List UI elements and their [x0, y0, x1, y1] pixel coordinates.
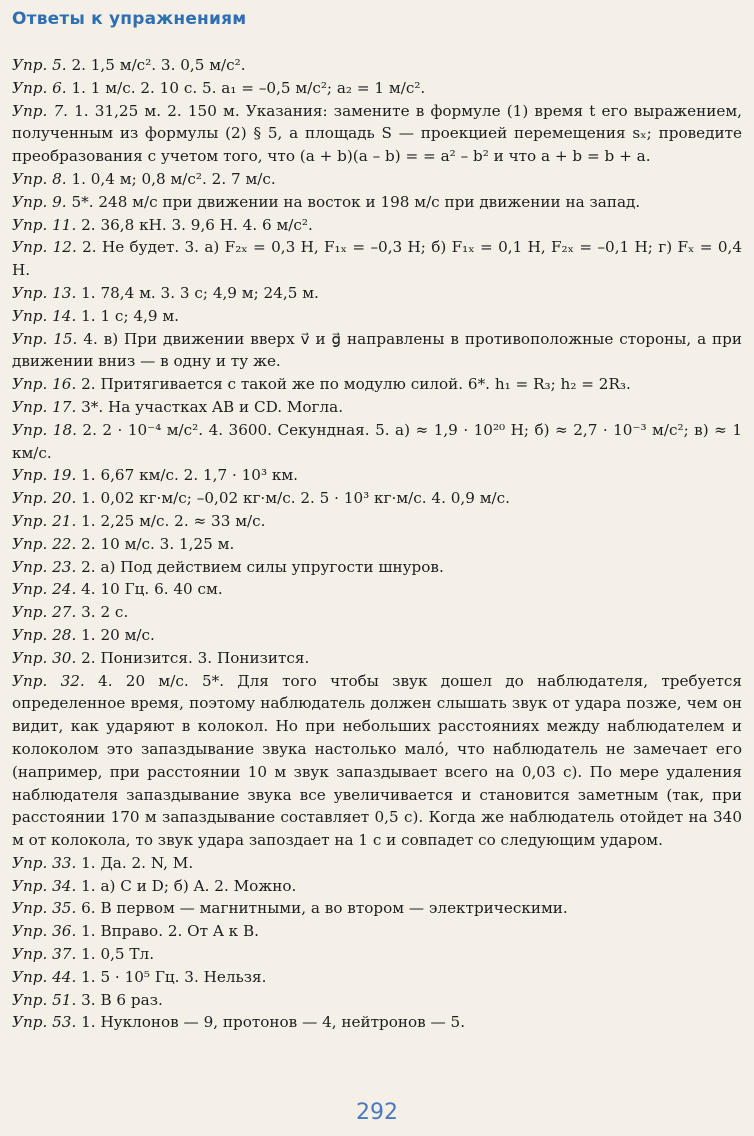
- exercise-ref: Упр. 13.: [12, 283, 77, 302]
- answer-entry: [12, 624, 742, 647]
- answer-text: 4. в) При движении вверх v⃗ и g⃗ направлены в противоположные стороны, а при движении вниз — в одну и ту же.: [12, 329, 742, 371]
- answer-entry: [12, 487, 742, 510]
- answer-text: 5*. 248 м/с при движении на восток и 198 м/с при движении на запад.: [66, 192, 641, 211]
- answer-entry: [12, 647, 742, 670]
- answer-text: 2. 1,5 м/с². 3. 0,5 м/с².: [66, 56, 246, 74]
- answer-text: 1. 0,02 кг·м/с; –0,02 кг·м/с. 2. 5 · 10³ кг·м/с. 4. 0,9 м/с.: [76, 489, 510, 508]
- answer-entry: [12, 100, 742, 168]
- exercise-ref: Упр. 33.: [12, 853, 77, 872]
- answer-entry: [12, 168, 742, 191]
- answer-text: 3*. На участках AB и CD. Могла.: [76, 397, 344, 416]
- answer-entry: [12, 875, 742, 898]
- answer-text: 3. В 6 раз.: [76, 990, 163, 1009]
- answer-entry: [12, 670, 742, 852]
- answer-text: 1. 20 м/с.: [76, 625, 155, 644]
- answer-entry: [12, 556, 742, 579]
- answer-text: 1. 1 с; 4,9 м.: [76, 306, 180, 325]
- answer-entry: [12, 396, 742, 419]
- exercise-ref: Упр. 11.: [12, 215, 77, 234]
- exercise-ref: Упр. 12.: [12, 238, 77, 257]
- exercise-ref: Упр. 20.: [12, 489, 77, 508]
- answer-text: 2. 2 · 10⁻⁴ м/с². 4. 3600. Секундная. 5. а) ≈ 1,9 · 10²⁰ Н; б) ≈ 2,7 · 10⁻³ м/с²; в) ≈ 1 км/с.: [12, 420, 742, 462]
- answer-entry: [12, 533, 742, 556]
- answer-text: 1. 5 · 10⁵ Гц. 3. Нельзя.: [76, 967, 267, 986]
- answer-entry: [12, 54, 742, 77]
- answer-entry: [12, 578, 742, 601]
- answer-text: 2. Понизится. 3. Понизится.: [76, 648, 310, 667]
- answer-entry: [12, 464, 742, 487]
- answer-text: 6. В первом — магнитными, а во втором — электрическими.: [76, 899, 568, 918]
- exercise-ref: Упр. 28.: [12, 625, 77, 644]
- answer-text: 1. Вправо. 2. От A к B.: [76, 922, 259, 941]
- answer-text: 1. 1 м/с. 2. 10 с. 5. a₁ = –0,5 м/с²; a₂ = 1 м/с².: [66, 78, 426, 97]
- answer-entry: [12, 920, 742, 943]
- exercise-ref: Упр. 32.: [12, 671, 85, 690]
- exercise-ref: Упр. 21.: [12, 511, 77, 530]
- answer-text: 1. Нуклонов — 9, протонов — 4, нейтронов — 5.: [76, 1013, 466, 1032]
- exercise-ref: Упр. 53.: [12, 1013, 77, 1032]
- answer-text: 2. 10 м/с. 3. 1,25 м.: [76, 534, 235, 553]
- exercise-ref: Упр. 44.: [12, 967, 77, 986]
- exercise-ref: Упр. 19.: [12, 466, 77, 485]
- answer-entry: [12, 77, 742, 100]
- exercise-ref: Упр. 23.: [12, 557, 77, 576]
- answer-entry: [12, 282, 742, 305]
- page-number: 292: [356, 1100, 398, 1125]
- answer-text: 1. 6,67 км/с. 2. 1,7 · 10³ км.: [76, 466, 298, 485]
- exercise-ref: Упр. 18.: [12, 420, 77, 439]
- exercise-ref: Упр. 27.: [12, 603, 77, 622]
- answer-entry: [12, 328, 742, 374]
- exercise-ref: Упр. 51.: [12, 990, 77, 1009]
- exercise-ref: Упр. 5.: [12, 56, 67, 74]
- exercise-ref: Упр. 24.: [12, 580, 77, 599]
- answer-text: 2. а) Под действием силы упругости шнуров.: [76, 557, 444, 576]
- answer-text: 4. 10 Гц. 6. 40 см.: [76, 580, 223, 599]
- answer-entry: [12, 989, 742, 1012]
- exercise-ref: Упр. 36.: [12, 922, 77, 941]
- answer-entry: [12, 1011, 742, 1034]
- answer-text: 3. 2 с.: [76, 603, 129, 622]
- answers-list: [12, 54, 742, 1034]
- answer-text: 1. 0,4 м; 0,8 м/с². 2. 7 м/с.: [66, 169, 276, 188]
- answer-entry: [12, 601, 742, 624]
- answer-text: 2. 36,8 кН. 3. 9,6 Н. 4. 6 м/с².: [76, 215, 313, 234]
- answer-text: 2. Притягивается с такой же по модулю силой. 6*. h₁ = R₃; h₂ = 2R₃.: [76, 375, 631, 394]
- answer-text: 4. 20 м/с. 5*. Для того чтобы звук дошел до наблюдателя, требуется определенное время, поэтому наблюдатель должен слышать звук от удара позже, чем он видит, как ударяют в колокол. Но при небольших расстояниях между наблюдателем и колоколом это запаздывание звука настолько мало́, что наблюдатель не замечает его (например, при расстоянии 10 м звук запаздывает всего на 0,03 с). По мере удаления наблюдателя запаздывание звука все увеличивается и становится заметным (так, при расстоянии 170 м запаздывание составляет 0,5 с). Когда же наблюдатель отойдет на 340 м от колокола, то звук удара запоздает на 1 с и совпадет со следующим ударом.: [12, 671, 743, 850]
- exercise-ref: Упр. 22.: [12, 534, 77, 553]
- exercise-ref: Упр. 37.: [12, 945, 77, 964]
- answer-entry: [12, 943, 742, 966]
- answer-entry: [12, 236, 742, 282]
- exercise-ref: Упр. 16.: [12, 375, 77, 394]
- answer-text: 1. а) C и D; б) A. 2. Можно.: [76, 876, 297, 895]
- exercise-ref: Упр. 17.: [12, 397, 77, 416]
- answer-entry: [12, 510, 742, 533]
- exercise-ref: Упр. 9.: [12, 192, 67, 211]
- exercise-ref: Упр. 8.: [12, 169, 67, 188]
- answer-text: 1. 31,25 м. 2. 150 м. Указания: замените в формуле (1) время t его выражением, полученным из формулы (2) § 5, а площадь S — проекцией перемещения sₓ; проведите преобразования с учетом того, что (a + b)(a – b) = = a² – b² и что a + b = b + a.: [12, 101, 742, 166]
- answer-text: 1. 0,5 Тл.: [76, 945, 155, 964]
- answer-entry: [12, 897, 742, 920]
- answer-text: 1. 2,25 м/с. 2. ≈ 33 м/с.: [76, 511, 266, 530]
- answer-text: 1. 78,4 м. 3. 3 с; 4,9 м; 24,5 м.: [76, 283, 319, 302]
- answer-entry: [12, 419, 742, 465]
- exercise-ref: Упр. 34.: [12, 876, 77, 895]
- answer-entry: [12, 373, 742, 396]
- answer-text: 2. Не будет. 3. а) F₂ₓ = 0,3 Н, F₁ₓ = –0,3 Н; б) F₁ₓ = 0,1 Н, F₂ₓ = –0,1 Н; г) Fₓ = 0,4 Н.: [12, 238, 742, 280]
- section-heading: Ответы к упражнениям: [12, 9, 247, 29]
- answer-text: 1. Да. 2. N, M.: [76, 853, 194, 872]
- exercise-ref: Упр. 15.: [12, 329, 78, 348]
- exercise-ref: Упр. 35.: [12, 899, 77, 918]
- exercise-ref: Упр. 30.: [12, 648, 77, 667]
- exercise-ref: Упр. 6.: [12, 78, 67, 97]
- answer-entry: [12, 966, 742, 989]
- answer-entry: [12, 852, 742, 875]
- exercise-ref: Упр. 7.: [12, 101, 68, 120]
- exercise-ref: Упр. 14.: [12, 306, 77, 325]
- answer-entry: [12, 214, 742, 237]
- answer-entry: [12, 191, 742, 214]
- answer-entry: [12, 305, 742, 328]
